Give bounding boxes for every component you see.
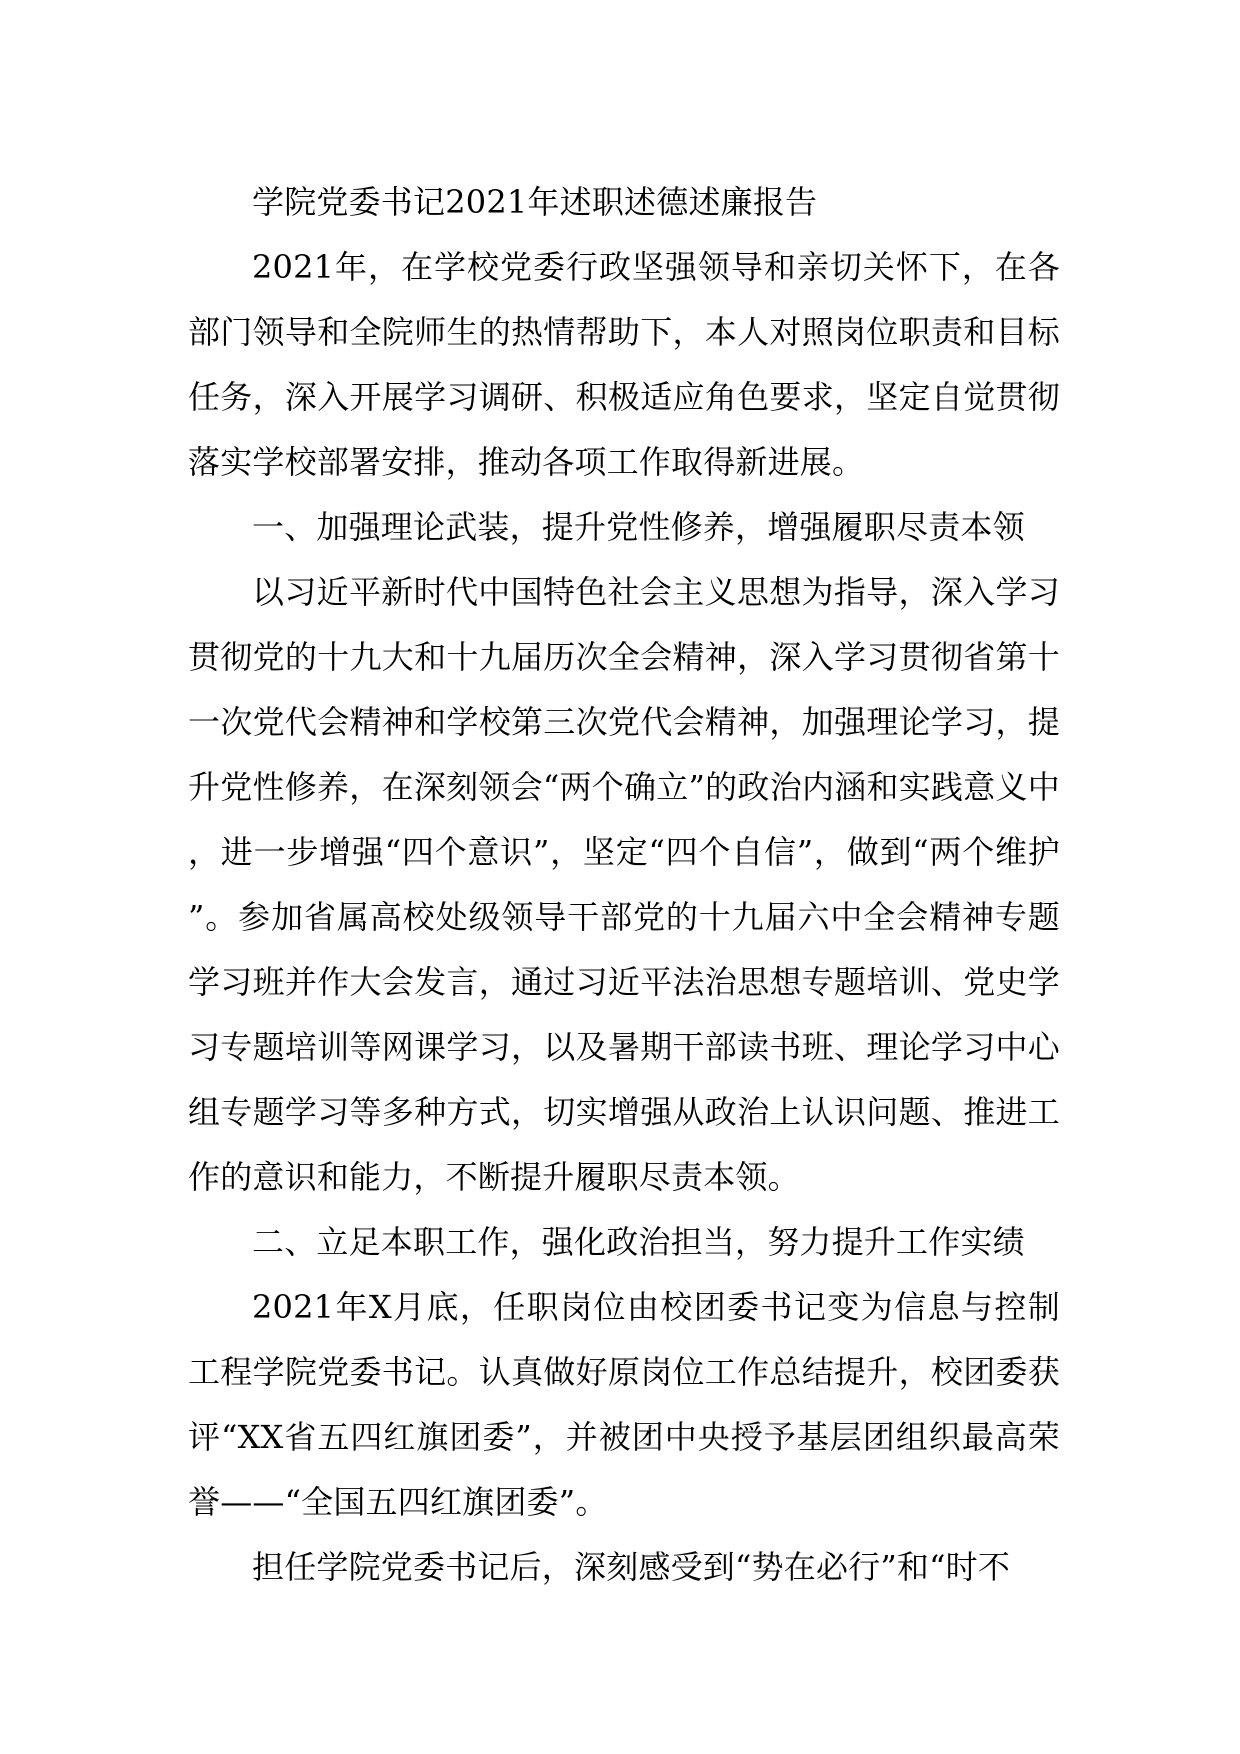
paragraph-section-1: 以习近平新时代中国特色社会主义思想为指导，深入学习贯彻党的十九大和十九届历次全会精神，深入学习贯彻省第十一次党代会精神和学校第三次党代会精神，加强理论学习，提升党性修养，在深刻领会“两个确立”的政治内涵和实践意义中，进一步增强“四个意识”，坚定“四个自信”，做到“两个维护”。参加省属高校处级领导干部党的十九届六中全会精神专题学习班并作大会发言，通过习近平法治思想专题培训、党史学习专题培训等网课学习，以及暑期干部读书班、理论学习中心组专题学习等多种方式，切实增强从政治上认识问题、推进工作的意识和能力，不断提升履职尽责本领。 [188,573,1060,1196]
paragraph-continuation: 担任学院党委书记后，深刻感受到“势在必行”和“时不 [252,1548,1011,1586]
section-heading-1: 一、加强理论武装，提升党性修养，增强履职尽责本领 [252,508,1025,546]
document-body [188,170,1060,1600]
paragraph-section-2: 2021年X月底，任职岗位由校团委书记变为信息与控制工程学院党委书记。认真做好原岗位工作总结提升，校团委获评“XX省五四红旗团委”，并被团中央授予基层团组织最高荣誉——“全国五四红旗团委”。 [188,1288,1060,1521]
document-title: 学院党委书记2021年述职述德述廉报告 [252,183,818,221]
section-heading-2: 二、立足本职工作，强化政治担当，努力提升工作实绩 [252,1223,1025,1261]
paragraph-intro: 2021年，在学校党委行政坚强领导和亲切关怀下，在各部门领导和全院师生的热情帮助下，本人对照岗位职责和目标任务，深入开展学习调研、积极适应角色要求，坚定自觉贯彻落实学校部署安排，推动各项工作取得新进展。 [188,248,1060,481]
